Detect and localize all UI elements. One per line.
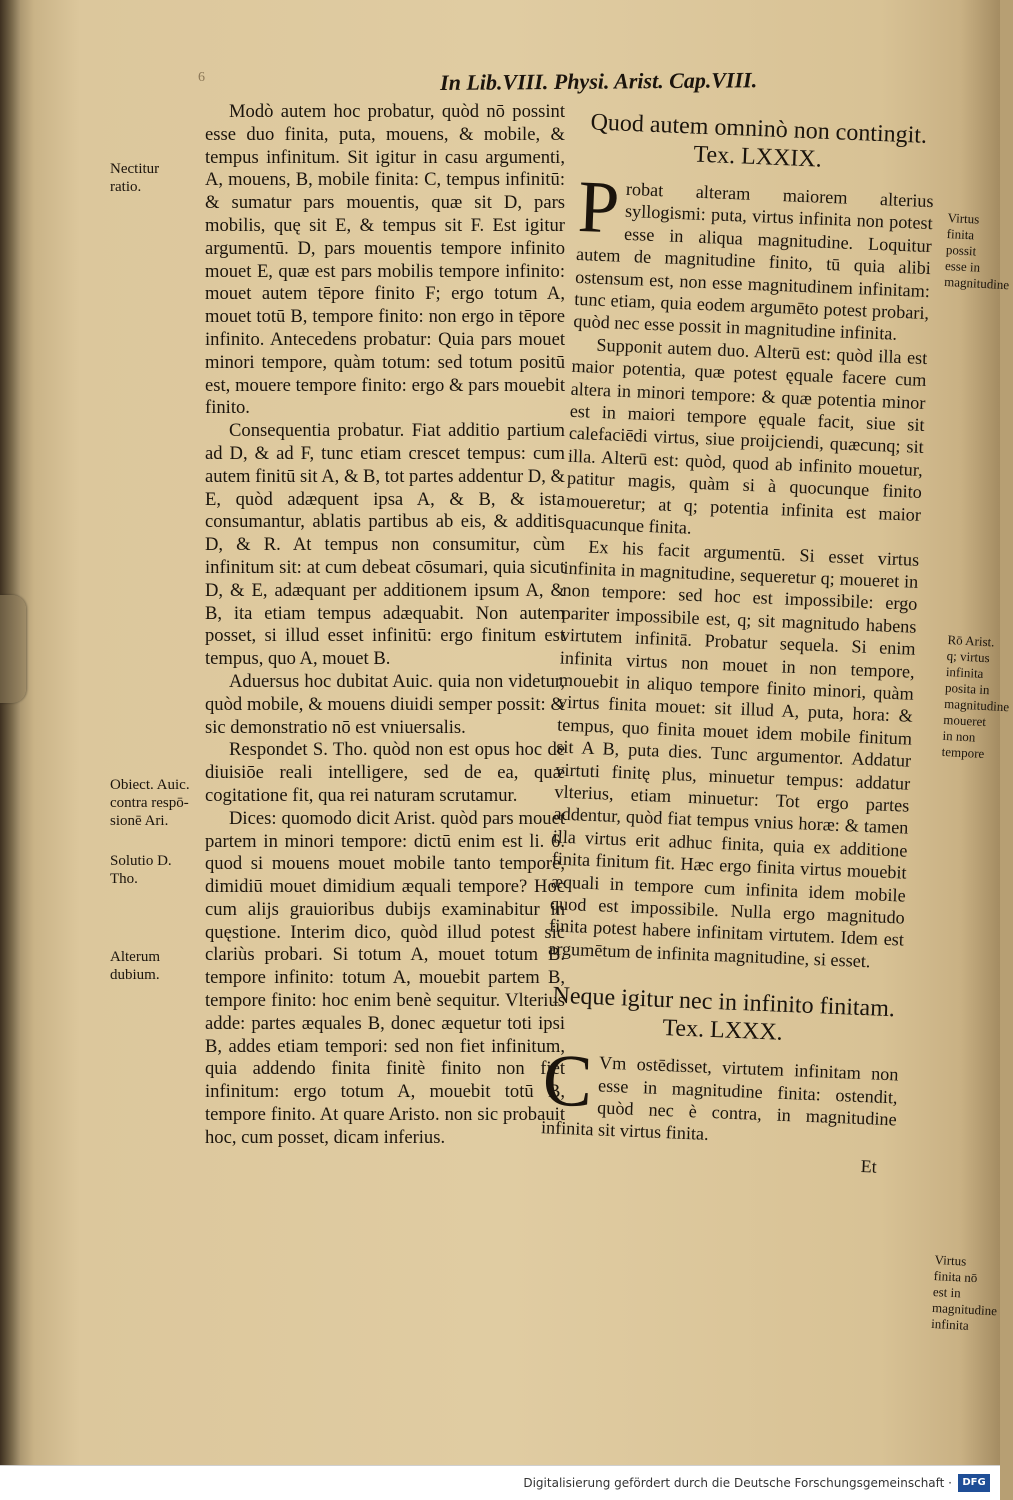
- right-paragraph: [573, 165, 934, 347]
- margin-note-virtus-finita-non: Virtus finita nō est in magnitudine infinita: [930, 1252, 998, 1333]
- dfg-logo-icon: DFG: [958, 1474, 990, 1492]
- dfg-credit-text: Digitalisierung gefördert durch die Deutsche Forschungsgemeinschaft ·: [523, 1476, 952, 1490]
- margin-note-obiect: Obiect. Auic. contra respōsionē Ari.: [110, 777, 190, 829]
- page-clip: [0, 595, 26, 703]
- right-paragraph: Supponit autem duo. Alterū est: quòd illa est maior potentia, quæ potest ęquale facere cum altera in minori tempore: & quæ potentia minor est in maiori tempore ęquale facit, siue sit calefaciēdi virtus, siue proijciendi, quæcunq; sit illa. Alterū est: quòd, quod ab infinito mouetur, patitur magis, quàm si à quocunque finito moueretur; at q; potentia infinita est maior quacunque finita.: [564, 334, 928, 538]
- left-column: [205, 101, 565, 1150]
- right-paragraph: [540, 1039, 899, 1153]
- book-gutter: [0, 0, 20, 1465]
- left-paragraph: Consequentia probatur. Fiat additio partium ad D, & ad F, tunc etiam crescet tempus: cum autem finitū sit A, & B, tot partes addentur D, & E, quòd adæquent ipsa A, & B, & ista consumantur, ablatis partibus ab eis, & additis D, & R. At tempus non consumitur, cùm infinitum sit: at cum debeat cōsumari, quia sicut D, & E, adæquant per additionem ipsum A, & B, ita etiam tempus adæquabit. Non autem posset, si illud esset infinitū: ergo finitum est tempus, quo A, mouet B.: [205, 420, 565, 670]
- margin-note-nectitur: Nectitur ratio.: [110, 161, 160, 195]
- margin-note-virtus-finita: Virtus finita possit esse in magnitudine: [943, 210, 1010, 293]
- digitization-footer: [0, 1465, 1000, 1500]
- left-paragraph: Dices: quomodo dicit Arist. quòd pars mouet partem in minori tempore: dictū enim est li. 6. quod si mouens mouet mobile tanto tempore, dimidiū mouet dimidium æquali tempore? Hoc cum alijs grauioribus dubijs examinabitur in quęstione. Interim dico, quòd illud potest sic clariùs probari. Si totum A, mouet totum B. tempore infinito: totum A, mouebit partem B, tempore finito: hoc enim benè sequitur. Vlterius adde: partes æquales B, donec æquetur toti ipsi B, addes etiam tempori: sed non fiet infinitum, quia addendo finita finitè finito non fiet infinitum: ergo totum A, mouebit totū B, tempore finito. At quare Aristo. non sic probauit hoc, cum posset, dicam inferius.: [205, 807, 565, 1148]
- section-heading-tex-lxxix: Quod autem omninò non contingit. Tex. LXXIX.: [590, 109, 928, 173]
- section-heading-tex-lxxx: Neque igitur nec in infinito finitam. Tex. LXXX.: [552, 982, 896, 1047]
- left-paragraph: Aduersus hoc dubitat Auic. quia non videtur, quòd mobile, & mouens diuidi semper possit: & sic demonstratio nō est vniuersalis.: [205, 670, 565, 738]
- margin-note-ro-arist: Rō Arist. q; virtus infinita posita in magnitudine moueret in non tempore: [941, 632, 1010, 762]
- right-paragraph-text: Vm ostēdisset, virtutem infinitam non esse in magnitudine finita: ostendit, quòd nec è contra, in magnitudine infinita sit virtus finita.: [540, 1052, 899, 1145]
- catchword: Et: [860, 1155, 878, 1177]
- drop-cap-c: C: [541, 1039, 594, 1124]
- drop-cap-p: P: [576, 165, 621, 250]
- right-column: [540, 108, 937, 1178]
- margin-note-alterum: Alterum dubium.: [110, 949, 160, 983]
- right-paragraph-text: robat alteram maiorem alterius syllogismi: puta, virtus infinita non potest esse in aliqua magnitudine. Loquitur autem de magnitudine finito, tū quia alibi ostensum est, non esse magnitudinem infinitam: tunc etiam, quia eodem argumēto potest probari, quòd nec esse possit in magnitudine infinita.: [573, 178, 934, 345]
- running-title: In Lib.VIII. Physi. Arist. Cap.VIII.: [440, 67, 758, 95]
- right-paragraph: Ex his facit argumentū. Si esset virtus infinita in magnitudine, sequeretur q; moueret in non tempore: sed hoc est impossibile: ergo pariter impossibile est, q; sit magnitudo habens virtutem infinitā. Probatur sequela. Si enim infinita virtus non mouet in non tempore, mouebit in aliquo tempore finito minori, quàm virtus finita mouet: sit illud A, puta, hora: & tempus, quo finita mouet idem mobile finitum sit A B, puta dies. Tunc argumentor. Addatur virtuti finitę plus, minuetur tempus: addatur vlterius, etiam minuetur: Tot ergo partes addentur, quòd fiat tempus vnius horæ: & tamen illa virtus erit adhuc finita, quia ex additione finita finitum fit. Hæc ergo finita virtus mouebit æquali in tempore cum infinita idem mobile quod est impossibile. Nulla ergo magnitudo finita potest habere infinitam virtutem. Idem est argumētum de infinita magnitudine, si esset.: [547, 536, 920, 972]
- left-paragraph: Respondet S. Tho. quòd non est opus hoc de diuisiōe reali intelligere, sed de ea, quæ cogitatione fit, qua rei naturam scrutamur.: [205, 739, 565, 806]
- left-paragraph: Modò autem hoc probatur, quòd nō possint esse duo finita, puta, mouens, & mobile, & tempus infinitum. Sit igitur in casu argumenti, A, mouens, B, mobile finita: C, tempus infinitū: & sumatur pars mouentis, quæ sit D, pars mobilis, quę sit E, & tempus sit F. Est igitur argumentū. D, pars mouentis tempore infinito mouet E, quæ est pars mobilis tempore infinito: mouet autem tēpore finito F; ergo totum A, mouet totū B, tempore finito: non ergo in tēpore infinito. Antecedens probatur: Quia pars mouet minori tempore, quàm totum: sed totum positū est, mouere tempore finito: ergo & pars mouebit finito.: [205, 101, 565, 419]
- page-number: 6: [198, 70, 205, 85]
- margin-note-solutio: Solutio D. Tho.: [110, 853, 172, 887]
